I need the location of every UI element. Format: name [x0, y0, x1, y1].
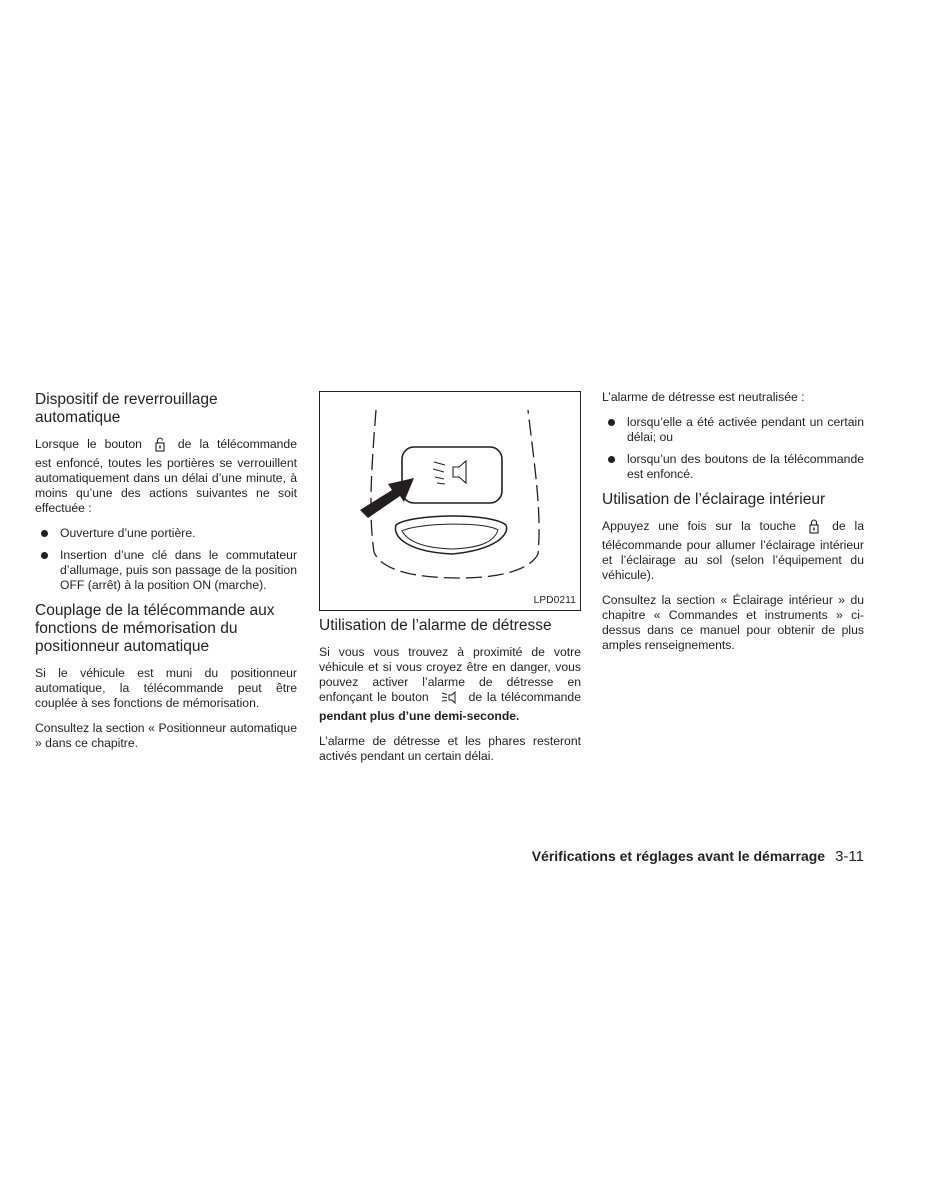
- bullet-icon: [41, 530, 48, 537]
- paragraph-memory-coupling: Si le véhicule est muni du positionneur automatique, la télécommande peut être couplée à ses fonctions de mémorisation.: [35, 666, 297, 710]
- text-segment: Si vous vous trouvez à proximité de votre véhicule et si vous croyez être en danger, vous pouvez activer l’alarme de détresse en enfonçant le bouton: [319, 645, 581, 704]
- list-item: [602, 415, 864, 445]
- heading-panic-alarm: Utilisation de l’alarme de détresse: [319, 617, 552, 634]
- lock-icon: [154, 437, 166, 456]
- panic-alarm-icon: [433, 461, 466, 484]
- paragraph-see-interior-section: Consultez la section « Éclairage intérieur » du chapitre « Commandes et instruments » ci-dessus dans ce manuel pour obtenir de plus amples renseignements.: [602, 593, 864, 652]
- paragraph-auto-relock: [35, 437, 297, 516]
- column-left: [35, 391, 297, 761]
- figure-label: LPD0211: [533, 595, 576, 606]
- list-item-text: Ouverture d’une portière.: [60, 526, 196, 540]
- paragraph-panic-alarm: [319, 645, 581, 724]
- column-middle: [319, 391, 581, 774]
- heading-auto-relock: Dispositif de reverrouillage automatique: [35, 391, 218, 426]
- text-segment: de la télécommande pour allumer l’éclairage intérieur et l’éclairage au sol (selon l’équipement du véhicule).: [602, 519, 864, 582]
- paragraph-see-section: Consultez la section « Positionneur automatique » dans ce chapitre.: [35, 721, 297, 750]
- heading-interior-light: Utilisation de l’éclairage intérieur: [602, 491, 826, 508]
- list-item: [35, 548, 297, 593]
- text-segment: Lorsque le bouton: [35, 437, 142, 451]
- list-item: [602, 452, 864, 482]
- figure-remote-panic-button: [319, 391, 581, 611]
- text-segment: Appuyez une fois sur la touche: [602, 519, 797, 533]
- page-footer: [532, 848, 864, 865]
- bullet-list-neutralize-conditions: [602, 415, 864, 482]
- paragraph-panic-duration: L’alarme de détresse et les phares resteront activés pendant un certain délai.: [319, 734, 581, 763]
- bullet-list-relock-conditions: [35, 526, 297, 593]
- interior-light-icon: [808, 519, 820, 538]
- list-item: [35, 526, 297, 541]
- heading-memory-coupling: Couplage de la télécommande aux fonctions de mémorisation du positionneur automatique: [35, 602, 275, 655]
- paragraph-alarm-neutralized: L’alarme de détresse est neutralisée :: [602, 390, 805, 404]
- list-item-text: Insertion d’une clé dans le commutateur d’allumage, puis son passage de la position OFF (arrêt) à la position ON (marche).: [60, 548, 297, 592]
- list-item-text: lorsqu’elle a été activée pendant un certain délai; ou: [627, 415, 864, 444]
- page-number: 3-11: [835, 848, 864, 865]
- bullet-icon: [41, 552, 48, 559]
- list-item-text: lorsqu’un des boutons de la télécommande est enfoncé.: [627, 452, 864, 481]
- footer-title: Vérifications et réglages avant le démarrage: [531, 848, 826, 864]
- text-emphasis: pendant plus d’une demi-seconde.: [319, 709, 520, 723]
- bullet-icon: [608, 419, 615, 426]
- column-right: [602, 390, 864, 663]
- remote-illustration: [320, 392, 580, 610]
- text-segment: de la télécommande est enfoncé, toutes les portières se verrouillent automatiquement dans un délai d’une minute, à moins qu’une des actions suivantes ne soit effectuée :: [35, 437, 297, 515]
- paragraph-interior-light: [602, 519, 864, 583]
- bullet-icon: [608, 456, 615, 463]
- text-segment: de la télécommande: [468, 690, 581, 704]
- panic-alarm-icon: [441, 691, 457, 709]
